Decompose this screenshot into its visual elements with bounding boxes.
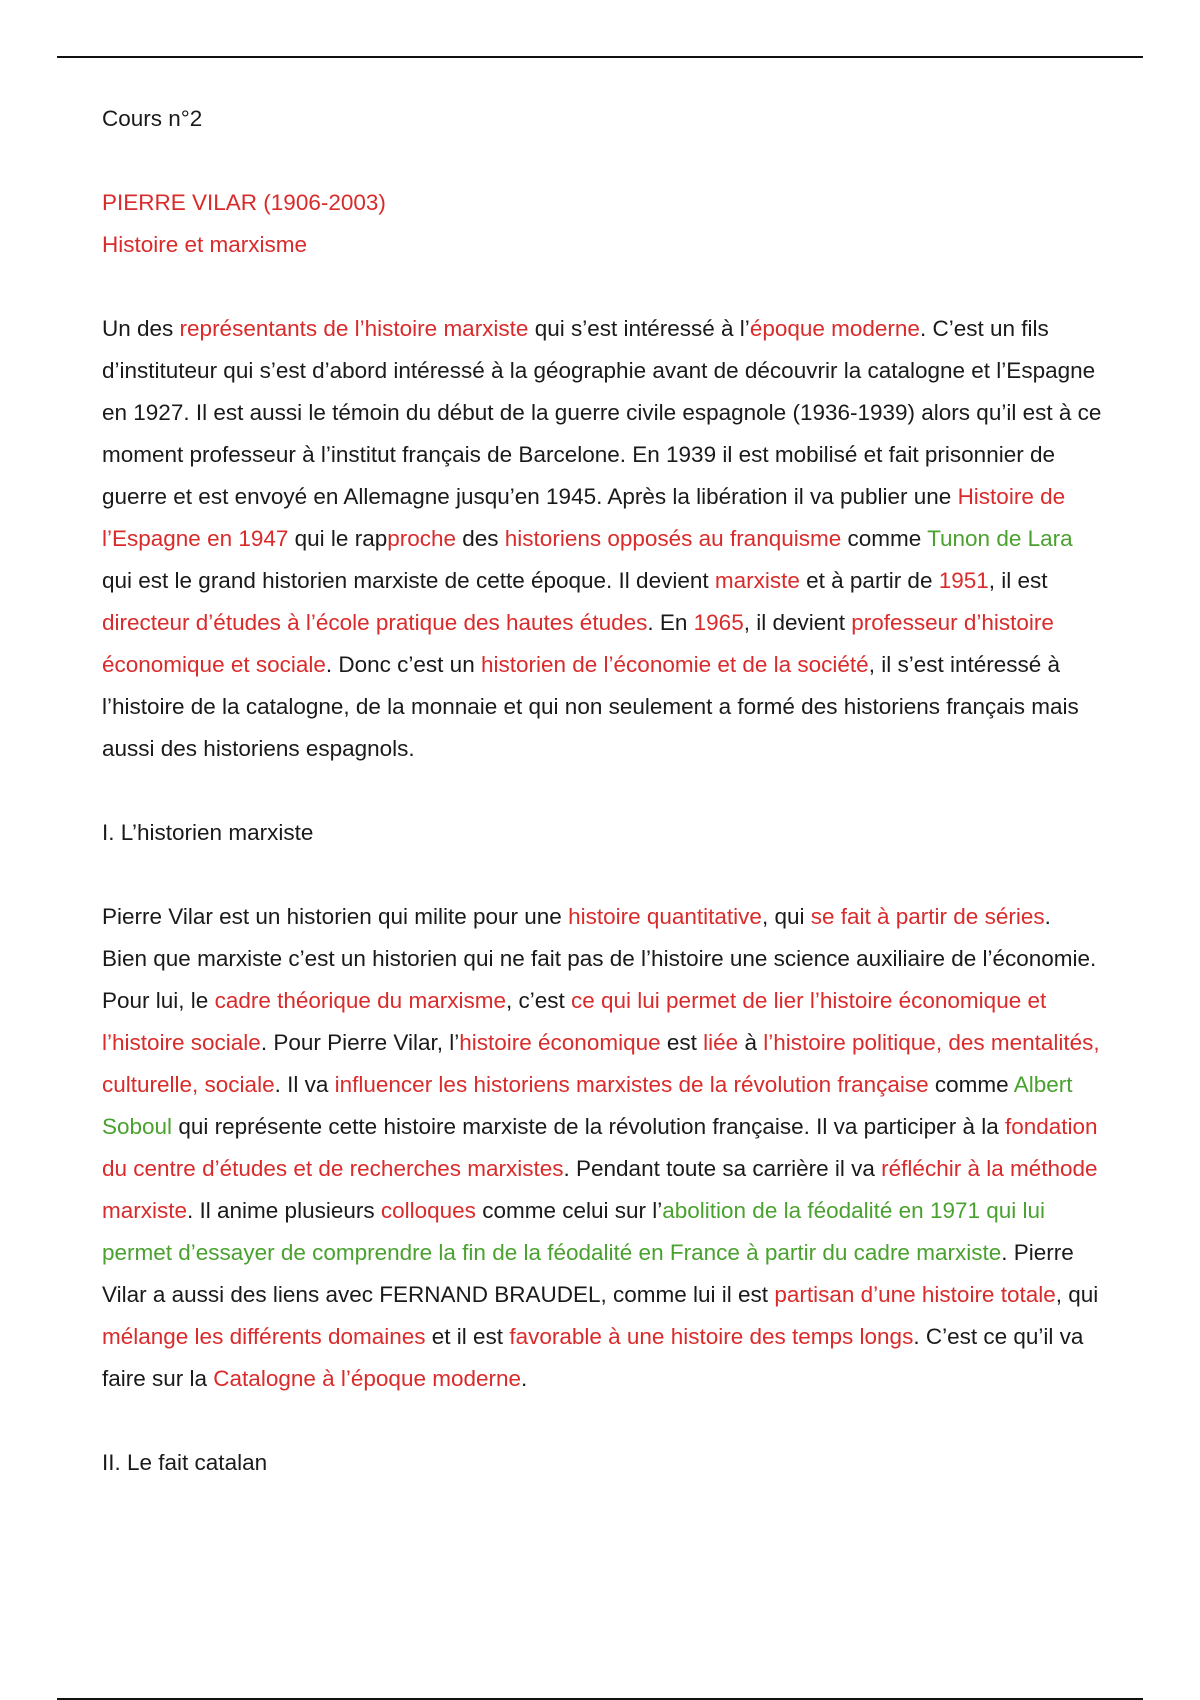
text-segment: qui s’est intéressé à l’ [528, 316, 750, 341]
highlight-red: 1951 [938, 568, 989, 593]
highlight-red: marxiste [714, 568, 800, 593]
section-1-paragraph [102, 896, 1102, 1400]
top-rule [57, 56, 1143, 58]
highlight-green: Tunon de Lara [927, 526, 1073, 551]
text-segment: qui représente cette histoire marxiste de la révolution française. Il va participer à la [172, 1114, 1005, 1139]
highlight-red: partisan d’une histoire totale [774, 1282, 1056, 1307]
highlight-red: réfléchir à la méthode marxiste [102, 1156, 1098, 1223]
course-label: Cours n°2 [102, 106, 203, 131]
text-segment: , qui [1055, 1282, 1099, 1307]
highlight-green: abolition de la féodalité en 1971 qui lui permet d’essayer de comprendre la fin de la féodalité en France à partir du cadre marxiste [102, 1198, 1046, 1265]
highlight-red: représentants de l’histoire marxiste [179, 316, 529, 341]
highlight-red: liée [703, 1030, 739, 1055]
spacer [102, 770, 1102, 812]
highlight-red: 1965 [693, 610, 744, 635]
text-segment: . Pendant toute sa carrière il va [563, 1156, 882, 1181]
text-segment: . Il va [274, 1072, 335, 1097]
highlight-red: proche [387, 526, 457, 551]
highlight-red: l’histoire politique, des mentalités, culturelle, sociale [102, 1030, 1100, 1097]
document-body [102, 98, 1102, 1484]
intro-paragraph [102, 308, 1102, 770]
spacer [102, 854, 1102, 896]
text-segment: comme [841, 526, 928, 551]
section-1-heading: I. L’historien marxiste [102, 820, 314, 845]
text-segment: qui le rap [288, 526, 388, 551]
highlight-red: mélange les différents domaines [102, 1324, 426, 1349]
highlight-red: influencer les historiens marxistes de la révolution française [334, 1072, 929, 1097]
text-segment: . Pour Pierre Vilar, l’ [260, 1030, 460, 1055]
highlight-red: professeur d’histoire économique et sociale [102, 610, 1054, 677]
text-segment: Un des [102, 316, 180, 341]
text-segment: qui est le grand historien marxiste de cette époque. Il devient [102, 568, 715, 593]
highlight-red: historiens opposés au franquisme [504, 526, 842, 551]
text-segment: , c’est [505, 988, 571, 1013]
text-segment: est [660, 1030, 704, 1055]
text-segment: et à partir de [799, 568, 939, 593]
highlight-green: Albert Soboul [102, 1072, 1073, 1139]
highlight-red: se fait à partir de séries [810, 904, 1045, 929]
text-segment: comme [928, 1072, 1014, 1097]
highlight-red: favorable à une histoire des temps longs [509, 1324, 914, 1349]
document-title: PIERRE VILAR (1906-2003) [102, 190, 386, 215]
text-segment: . Pierre Vilar a aussi des liens avec FERNAND BRAUDEL, comme lui il est [102, 1240, 1074, 1307]
text-segment: Pierre Vilar est un historien qui milite pour une [102, 904, 569, 929]
text-segment: . Il anime plusieurs [187, 1198, 381, 1223]
text-segment: , il s’est intéressé à l’histoire de la catalogne, de la monnaie et qui non seulement a formé des historiens français mais aussi des historiens espagnols. [102, 652, 1079, 761]
spacer [102, 266, 1102, 308]
text-segment: et il est [425, 1324, 510, 1349]
highlight-red: époque moderne [749, 316, 920, 341]
text-segment: . En [647, 610, 694, 635]
highlight-red: fondation du centre d’études et de recherches marxistes [102, 1114, 1098, 1181]
spacer [102, 140, 1102, 182]
highlight-red: ce qui lui permet de lier l’histoire économique et l’histoire sociale [102, 988, 1047, 1055]
text-segment: . Bien que marxiste c’est un historien qui ne fait pas de l’histoire une science auxiliaire de l’économie. Pour lui, le [102, 904, 1097, 1013]
text-segment: , il est [988, 568, 1048, 593]
text-segment: . C’est un fils d’instituteur qui s’est d’abord intéressé à la géographie avant de découvrir la catalogne et l’Espagne en 1927. Il est aussi le témoin du début de la guerre civile espagnole (1936-1939) alors qu’il est à ce moment professeur à l’institut français de Barcelone. En 1939 il est mobilisé et fait prisonnier de guerre et est envoyé en Allemagne jusqu’en 1945. Après la libération il va publier une [102, 316, 1102, 509]
text-segment: . Donc c’est un [325, 652, 481, 677]
text-segment: . [521, 1366, 528, 1391]
highlight-red: Catalogne à l’époque moderne [213, 1366, 522, 1391]
highlight-red: histoire quantitative [568, 904, 762, 929]
spacer [102, 1400, 1102, 1442]
highlight-red: colloques [380, 1198, 476, 1223]
highlight-red: cadre théorique du marxisme [214, 988, 506, 1013]
highlight-red: Histoire de l’Espagne en 1947 [102, 484, 1066, 551]
text-segment: à [738, 1030, 764, 1055]
document-subtitle: Histoire et marxisme [102, 232, 308, 257]
highlight-red: directeur d’études à l’école pratique des hautes études [102, 610, 648, 635]
text-segment: , qui [761, 904, 811, 929]
highlight-red: histoire économique [459, 1030, 661, 1055]
text-segment: , il devient [743, 610, 852, 635]
text-segment: comme celui sur l’ [475, 1198, 663, 1223]
section-2-heading: II. Le fait catalan [102, 1450, 268, 1475]
highlight-red: historien de l’économie et de la société [480, 652, 869, 677]
text-segment: des [456, 526, 505, 551]
text-segment: . C’est ce qu’il va faire sur la [102, 1324, 1084, 1391]
